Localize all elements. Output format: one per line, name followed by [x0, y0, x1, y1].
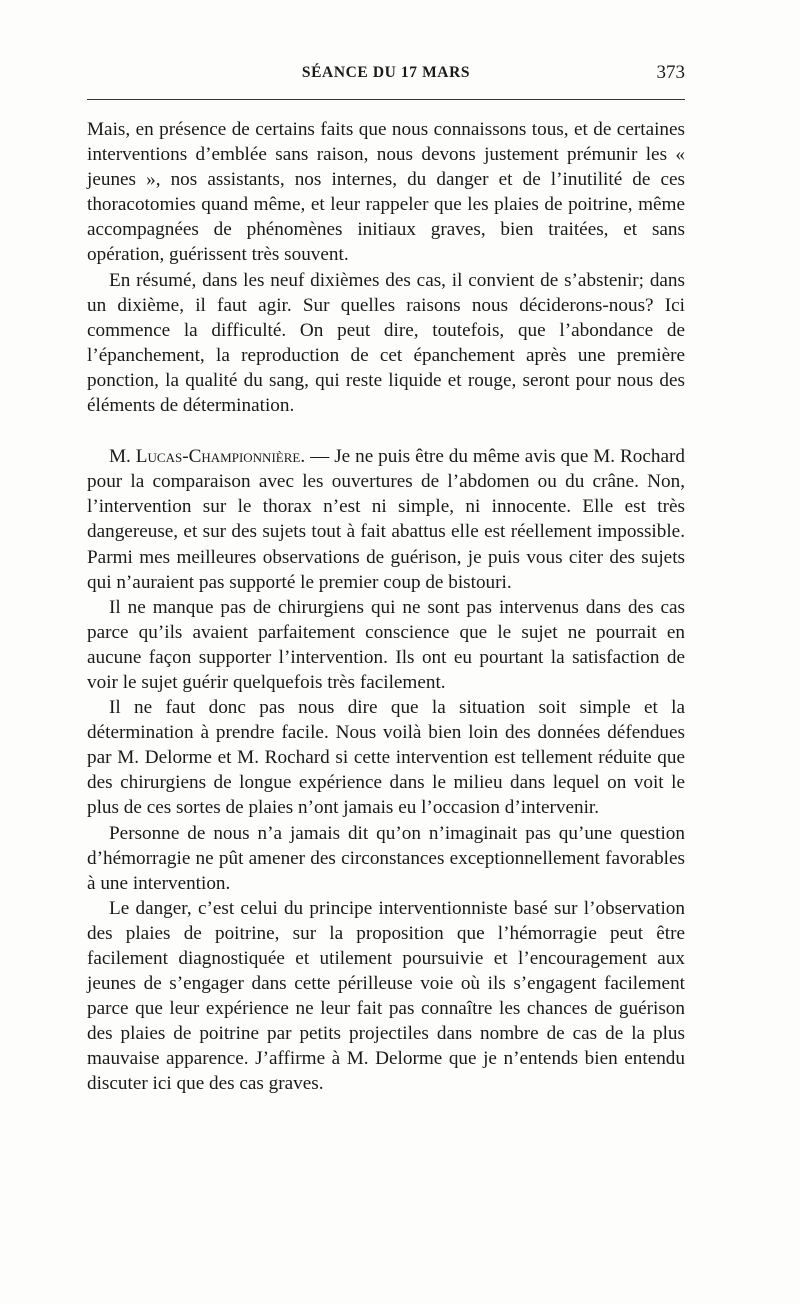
running-title: SÉANCE DU 17 MARS — [301, 64, 471, 81]
speaker-prefix: M. — [109, 446, 136, 468]
paragraph-3 — [87, 444, 685, 595]
paragraph-1: Mais, en présence de certains faits que nous connaissons tous, et de certaines interventions d’emblée sans raison, nous devons justement prémunir les « jeunes », nos assistants, nos internes, du danger et de l’inutilité de ces thoracotomies quand même, et leur rappeler que les plaies de poitrine, même accompagnées de phénomènes initiaux graves, bien traitées, et sans opération, guérissent très souvent. — [87, 119, 685, 266]
header-rule — [87, 99, 685, 100]
body-text — [87, 117, 685, 1097]
paragraph-6: Personne de nous n’a jamais dit qu’on n’imaginait pas qu’une question d’hémorragie ne pût amener des circonstances exceptionnellement favorables à une intervention. — [87, 822, 685, 894]
page-number: 373 — [656, 62, 685, 83]
paragraph-2: En résumé, dans les neuf dixièmes des cas, il convient de s’abstenir; dans un dixième, il faut agir. Sur quelles raisons nous déciderons-nous? Ici commence la difficulté. On peut dire, toutefois, que l’abondance de l’épanchement, la reproduction de cet épanchement après une première ponction, la qualité du sang, qui reste liquide et rouge, seront pour nous des éléments de détermination. — [87, 269, 685, 417]
paragraph-3-text: . — Je ne puis être du même avis que M. Rochard pour la comparaison avec les ouvertures de l’abdomen ou du crâne. Non, l’intervention sur le thorax n’est ni simple, ni innocente. Elle est très dangereuse, et sur des sujets tout à fait abattus elle est réellement impossible. Parmi mes meilleures observations de guérison, je puis vous citer des sujets qui n’auraient pas supporté le premier coup de bistouri. — [87, 446, 685, 593]
paragraph-5: Il ne faut donc pas nous dire que la situation soit simple et la détermination à prendre facile. Nous voilà bien loin des données défendues par M. Delorme et M. Rochard si cette intervention est tellement réduite que des chirurgiens de longue expérience dans le milieu dans lequel on voit le plus de ces sortes de plaies n’ont jamais eu l’occasion d’intervenir. — [87, 697, 685, 819]
paragraph-7: Le danger, c’est celui du principe interventionniste basé sur l’observation des plaies de poitrine, sur la proposition que l’hémorragie peut être facilement diagnostiquée et utilement poursuivie et l’encouragement aux jeunes de s’engager dans cette périlleuse voie où ils s’engagent facilement parce que leur expérience ne leur fait pas connaître les chances de guérison des plaies de poitrine par petits projectiles dans nombre de cas de la plus mauvaise apparence. J’affirme à M. Delorme que je n’entends bien entendu discuter ici que des cas graves. — [87, 897, 685, 1095]
paragraph-4: Il ne manque pas de chirurgiens qui ne sont pas intervenus dans des cas parce qu’ils avaient parfaitement conscience que le sujet ne pourrait en aucune façon supporter l’intervention. Ils ont eu pourtant la satisfaction de voir le sujet guérir quelquefois très facilement. — [87, 596, 685, 693]
speaker-name: Lucas-Championnière — [135, 446, 301, 468]
page-header — [87, 62, 685, 88]
